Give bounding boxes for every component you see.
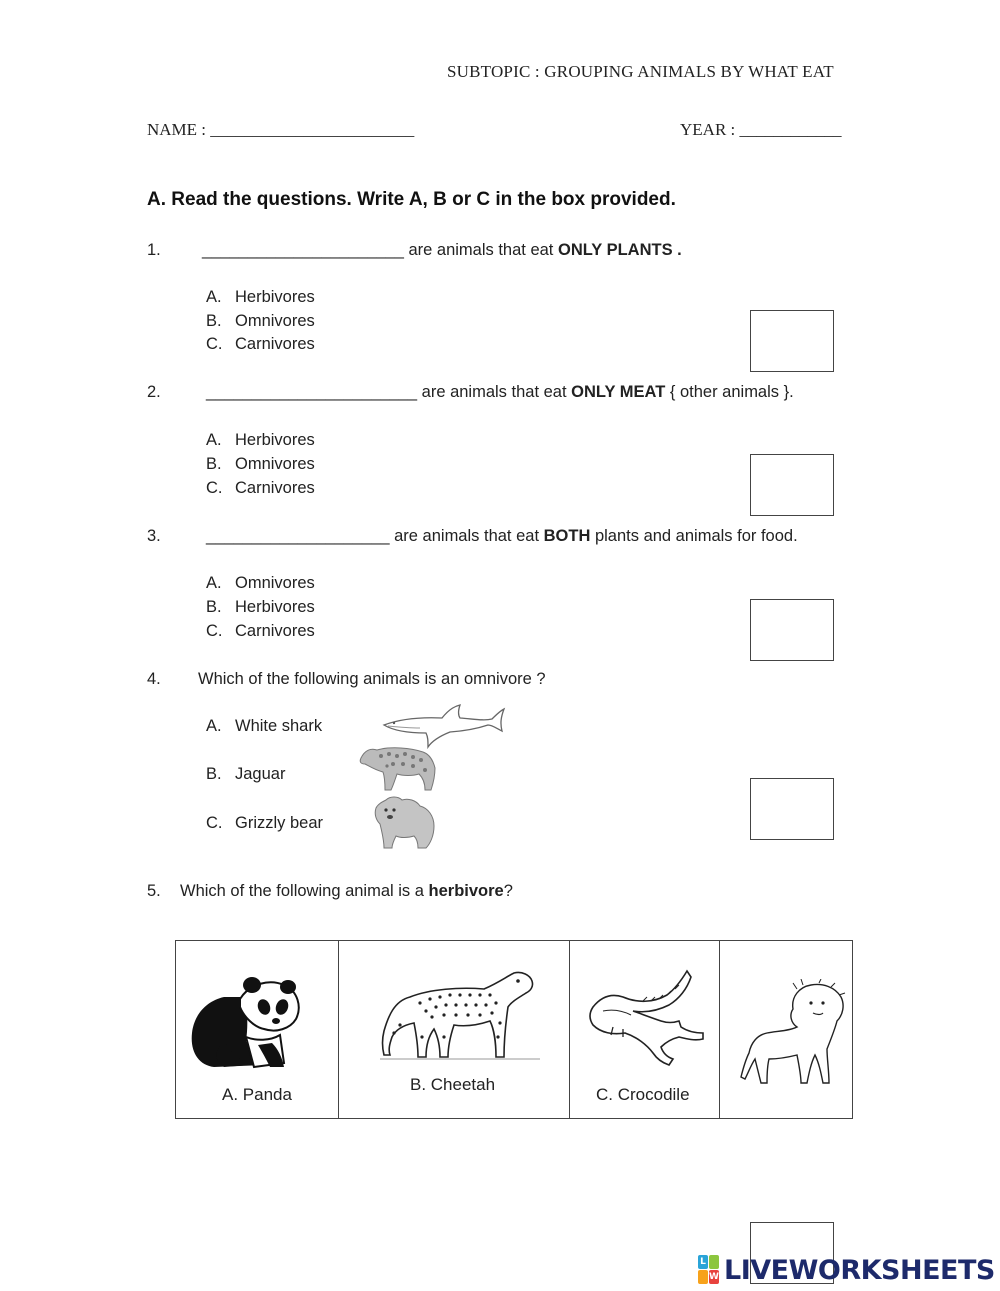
question-1-emphasis: ONLY PLANTS . — [557, 241, 682, 259]
question-2-text: _______________________ are animals that eat ONLY MEAT { other animals }. — [206, 383, 794, 401]
year-field[interactable]: YEAR : ____________ — [680, 120, 842, 139]
question-3-text: ____________________ are animals that eat BOTH plants and animals for food. — [206, 527, 798, 545]
lion-icon — [739, 979, 853, 1085]
q2-answer-box[interactable] — [750, 454, 834, 516]
choice-caption-a: A. Panda — [222, 1085, 292, 1104]
q4-answer-box[interactable] — [750, 778, 834, 840]
q4-option-a: A. White shark — [206, 717, 323, 735]
q3-option-a: A. Omnivores — [206, 574, 315, 592]
animal-choice-table — [175, 940, 853, 1119]
q4-option-c: C. Grizzly bear — [206, 814, 324, 832]
question-5-number: 5. — [147, 882, 161, 900]
question-1-number: 1. — [147, 241, 161, 259]
q1-option-b: B. Omnivores — [206, 312, 315, 330]
q3-option-c: C. Carnivores — [206, 622, 315, 640]
q2-option-c: C. Carnivores — [206, 479, 315, 497]
question-3-number: 3. — [147, 527, 161, 545]
choice-caption-c: C. Crocodile — [596, 1085, 690, 1104]
choice-cell-a[interactable] — [176, 941, 339, 1118]
crocodile-icon — [583, 967, 705, 1069]
subtopic-title: SUBTOPIC : GROUPING ANIMALS BY WHAT EAT — [447, 62, 834, 81]
jaguar-icon — [357, 744, 439, 792]
question-1-blank: ______________________ — [202, 241, 404, 259]
q1-option-a: A. Herbivores — [206, 288, 315, 306]
q3-answer-box[interactable] — [750, 599, 834, 661]
q2-option-b: B. Omnivores — [206, 455, 315, 473]
choice-cell-c[interactable] — [569, 941, 720, 1118]
choice-cell-b[interactable] — [338, 941, 570, 1118]
choice-caption-b: B. Cheetah — [410, 1075, 496, 1094]
shark-icon — [380, 703, 506, 749]
question-5-text: Which of the following animal is a herbivore? — [180, 882, 513, 900]
question-2-number: 2. — [147, 383, 161, 401]
logo-badge-icon: L W — [698, 1255, 720, 1285]
q3-option-b: B. Herbivores — [206, 598, 315, 616]
q2-option-a: A. Herbivores — [206, 431, 315, 449]
question-4-number: 4. — [147, 670, 161, 688]
choice-cell-d[interactable] — [719, 941, 852, 1118]
question-1-text — [202, 241, 682, 260]
q1-option-c: C. Carnivores — [206, 335, 315, 353]
bear-icon — [368, 794, 438, 850]
q1-answer-box[interactable] — [750, 310, 834, 372]
question-4-text: Which of the following animals is an omnivore ? — [198, 670, 546, 688]
name-field[interactable]: NAME : ________________________ — [147, 120, 415, 139]
logo-text: LIVEWORKSHEETS — [724, 1254, 995, 1286]
section-heading: A. Read the questions. Write A, B or C in the box provided. — [147, 189, 676, 210]
question-1-stem: are animals that eat — [403, 241, 558, 259]
panda-icon — [184, 971, 304, 1071]
liveworksheets-logo — [698, 1252, 995, 1288]
q4-option-b: B. Jaguar — [206, 765, 286, 783]
cheetah-icon — [380, 967, 540, 1063]
